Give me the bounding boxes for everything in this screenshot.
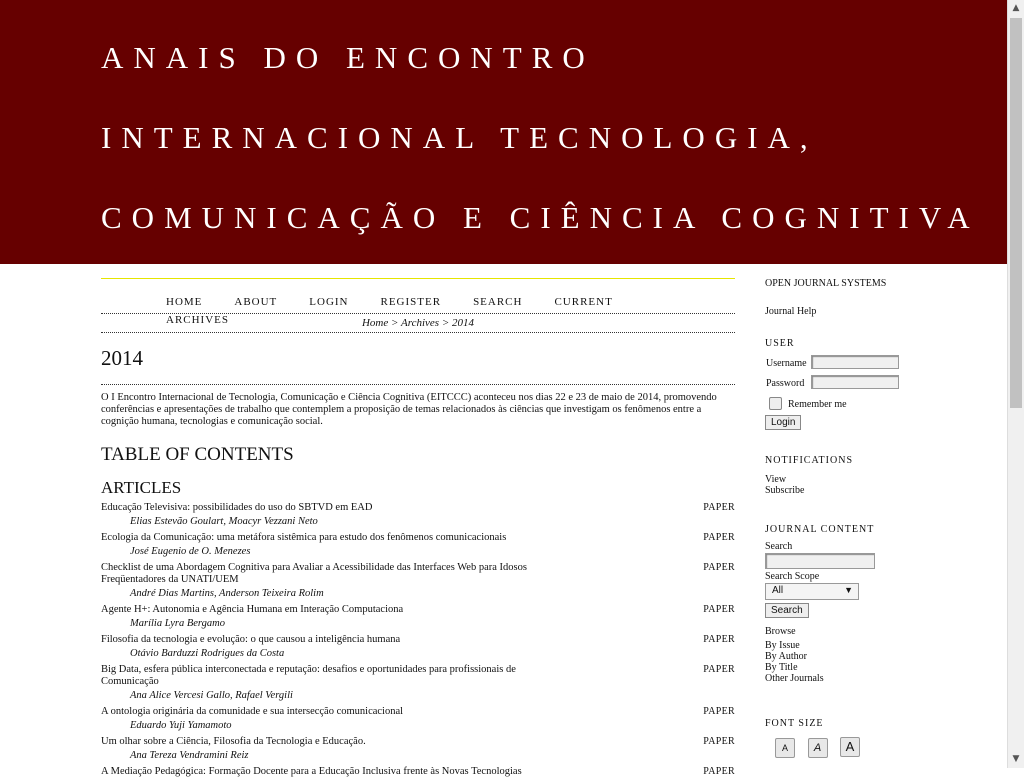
font-large-icon[interactable]: A (840, 737, 860, 757)
nav-login[interactable]: LOGIN (309, 296, 349, 308)
article-authors: Eduardo Yuji Yamamoto (130, 720, 232, 731)
header-title-line-1: ANAIS DO ENCONTRO (101, 40, 595, 75)
scroll-up-icon[interactable]: ▲ (1012, 3, 1020, 13)
breadcrumb-home[interactable]: Home (361, 317, 389, 329)
article-title: A ontologia originária da comunidade e sua intersecção comunicacional (101, 706, 404, 717)
login-button[interactable]: Login (765, 415, 801, 430)
notifications-block (765, 455, 853, 496)
username-input[interactable] (811, 355, 899, 369)
table-of-contents (101, 502, 735, 782)
article-title: Um olhar sobre a Ciência, Filosofia da Tecnologia e Educação. (101, 736, 366, 747)
password-label: Password (766, 378, 805, 389)
username-label: Username (766, 358, 807, 369)
article-authors: Elias Estevão Goulart, Moacyr Vezzani Neto (130, 516, 318, 527)
title-divider (101, 384, 735, 385)
article-paper-link[interactable]: PAPER (703, 664, 735, 675)
notifications-view-link[interactable]: View (765, 474, 787, 485)
toc-heading: TABLE OF CONTENTS (101, 444, 294, 465)
table-row (101, 766, 735, 780)
section-heading-articles: ARTICLES (101, 478, 182, 497)
scrollbar-thumb[interactable] (1010, 18, 1022, 408)
nav-current[interactable]: CURRENT (554, 296, 613, 308)
breadcrumb-separator: > (439, 317, 453, 329)
header-title-line-2: INTERNACIONAL TECNOLOGIA, (101, 120, 818, 155)
article-paper-link[interactable]: PAPER (703, 532, 735, 543)
browse-by-issue[interactable]: By Issue (765, 640, 800, 651)
table-row (101, 664, 735, 704)
breadcrumb-archives[interactable]: Archives (401, 317, 440, 329)
search-scope-label: Search Scope (765, 571, 820, 582)
user-block (765, 338, 795, 349)
article-authors: José Eugenio de O. Menezes (130, 546, 251, 557)
article-title: Ecologia da Comunicação: uma metáfora sistêmica para estudo dos fenômenos comunicacionais (101, 532, 507, 543)
browse-by-title[interactable]: By Title (765, 662, 798, 673)
nav-register[interactable]: REGISTER (380, 296, 442, 308)
article-authors: André Dias Martins, Anderson Teixeira Rolim (130, 588, 324, 599)
article-paper-link[interactable]: PAPER (703, 634, 735, 645)
table-row (101, 736, 735, 764)
search-label: Search (765, 541, 793, 552)
article-title: Filosofia da tecnologia e evolução: o que causou a inteligência humana (101, 634, 401, 645)
article-paper-link[interactable]: PAPER (703, 736, 735, 747)
scroll-down-icon[interactable]: ▼ (1012, 754, 1020, 764)
font-default-icon[interactable]: A (808, 738, 828, 758)
article-authors: Ana Tereza Vendramini Reiz (130, 750, 249, 761)
table-row (101, 502, 735, 530)
article-authors: Otávio Barduzzi Rodrigues da Costa (130, 648, 285, 659)
table-row (101, 604, 735, 632)
breadcrumb (101, 314, 735, 333)
table-row (101, 532, 735, 560)
remember-me-label: Remember me (788, 399, 847, 410)
remember-me-checkbox[interactable] (769, 397, 782, 410)
login-form (765, 355, 965, 430)
article-paper-link[interactable]: PAPER (703, 562, 735, 573)
table-row (101, 706, 735, 734)
table-row (101, 562, 735, 602)
article-paper-link[interactable]: PAPER (703, 604, 735, 615)
user-heading: USER (765, 338, 795, 349)
journal-help-link[interactable]: Journal Help (765, 306, 817, 317)
search-scope-select[interactable] (765, 583, 859, 600)
page-title: 2014 (101, 346, 143, 370)
article-authors: Ana Alice Vercesi Gallo, Rafael Vergili (130, 690, 293, 701)
ojs-block (765, 278, 886, 289)
nav-about[interactable]: ABOUT (234, 296, 278, 308)
notifications-heading: NOTIFICATIONS (765, 455, 853, 466)
issue-description: O I Encontro Internacional de Tecnologia, Comunicação e Ciência Cognitiva (EITCCC) aconteceu nos dias 22 e 23 de maio de 2014, promovendo conferências e apresentações de trabalho que contemplem a proposição de temas relacionados às ciências que investigam os fenômenos entre a cognição humana, tecnologias e comunicação social. (101, 392, 717, 427)
article-title: Big Data, esfera pública interconectada e reputação: desafios e oportunidades para profissionais de Comunicação (101, 664, 516, 687)
help-block (765, 306, 816, 317)
article-title: A Mediação Pedagógica: Formação Docente para a Educação Inclusiva frente às Novas Tecnologias (101, 766, 522, 777)
article-title: Agente H+: Autonomia e Agência Humana em Interação Computaciona (101, 604, 404, 615)
vertical-scrollbar[interactable] (1007, 0, 1024, 768)
article-paper-link[interactable]: PAPER (703, 706, 735, 717)
browse-by-author[interactable]: By Author (765, 651, 807, 662)
article-authors: Marília Lyra Bergamo (130, 618, 225, 629)
sidebar-search-button[interactable]: Search (765, 603, 809, 618)
breadcrumb-separator: > (388, 317, 401, 329)
breadcrumb-current[interactable]: 2014 (452, 317, 475, 329)
article-title: Educação Televisiva: possibilidades do uso do SBTVD em EAD (101, 502, 373, 513)
table-row (101, 634, 735, 662)
article-paper-link[interactable]: PAPER (703, 502, 735, 513)
font-small-icon[interactable]: A (775, 738, 795, 758)
journal-content-block (765, 524, 965, 684)
journal-content-heading: JOURNAL CONTENT (765, 524, 875, 535)
browse-label: Browse (765, 626, 796, 637)
article-title: Checklist de uma Abordagem Cognitiva para Avaliar a Acessibilidade das Interfaces Web para Idosos Freqüentadores da UNATI/UEM (101, 562, 527, 585)
article-paper-link[interactable]: PAPER (703, 766, 735, 777)
nav-home[interactable]: HOME (166, 296, 203, 308)
nav-archives[interactable]: ARCHIVES (166, 314, 230, 326)
chevron-down-icon: ▼ (844, 585, 853, 595)
font-size-heading: FONT SIZE (765, 718, 824, 729)
notifications-subscribe-link[interactable]: Subscribe (765, 485, 805, 496)
ojs-link[interactable]: OPEN JOURNAL SYSTEMS (765, 278, 887, 289)
sidebar-search-input[interactable] (765, 553, 875, 569)
search-scope-value: All (772, 585, 784, 596)
browse-other-journals[interactable]: Other Journals (765, 673, 824, 684)
header-title-line-3: COMUNICAÇÃO E CIÊNCIA COGNITIVA (101, 200, 980, 235)
site-header (0, 0, 1007, 264)
nav-search[interactable]: SEARCH (473, 296, 523, 308)
password-input[interactable] (811, 375, 899, 389)
font-size-block (765, 718, 965, 758)
